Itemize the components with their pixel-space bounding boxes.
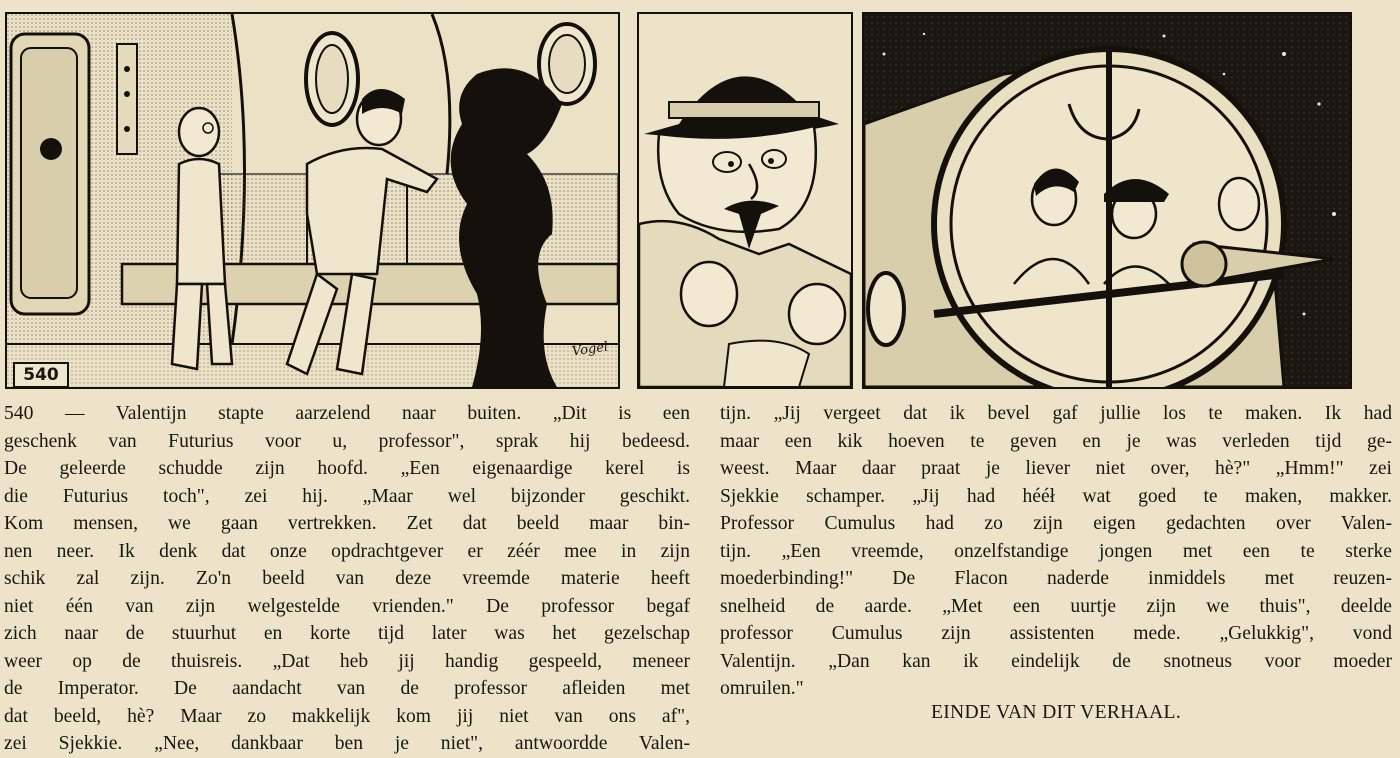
text-line: moederbinding!" De Flacon naderde inmiddels met reuzen- — [720, 568, 1392, 589]
text-line: de Imperator. De aandacht van de professor afleiden met — [4, 678, 690, 699]
text-line: 540 — Valentijn stapte aarzelend naar buiten. „Dit is een — [4, 403, 690, 424]
comic-panel-2 — [637, 12, 853, 389]
text-line: geschenk van Futurius voor u, professor", sprak hij bedeesd. — [4, 430, 690, 452]
text-line: niet één van zijn welgestelde vrienden." De professor begaf — [4, 595, 690, 617]
text-line: Sjekkie schamper. „Jij had hééł wat goed te maken, makker. — [720, 485, 1392, 507]
comic-panel-1 — [5, 12, 620, 389]
text-line: dat beeld, hè? Maar zo makkelijk kom jij niet van ons af", — [4, 705, 690, 727]
comic-panel-3 — [862, 12, 1352, 389]
artist-signature: Vogel — [571, 339, 610, 360]
story-ending: EINDE VAN DIT VERHAAL. — [930, 702, 1182, 723]
text-line: snelheid de aarde. „Met een uurtje zijn we thuis", deelde — [720, 595, 1392, 617]
text-line: Professor Cumulus had zo zijn eigen gedachten over Valen- — [720, 513, 1392, 534]
text-line: nen neer. Ik denk dat onze opdrachtgever er zéér mee in zijn — [4, 540, 690, 562]
text-line: weest. Maar daar praat je liever niet over, hè?" „Hmm!" zei — [720, 458, 1392, 479]
strip-number: 540 — [13, 362, 69, 388]
text-line: schik zal zijn. Zo'n beeld van deze vreemde materie heeft — [4, 568, 690, 589]
text-line: professor Cumulus zijn assistenten mede. „Gelukkig", vond — [720, 623, 1392, 644]
imperator-closeup-illustration — [639, 14, 851, 387]
text-line: tijn. „Jij vergeet dat ik bevel gaf jullie los te maken. Ik had — [720, 403, 1392, 424]
text-line: die Futurius toch", zei hij. „Maar wel bijzonder geschikt. — [4, 485, 690, 507]
text-line: weer op de thuisreis. „Dat heb jij handig gespeeld, meneer — [4, 650, 690, 672]
text-line: zich naar de stuurhut en korte tijd later was het gezelschap — [4, 623, 690, 644]
text-line: zei Sjekkie. „Nee, dankbaar ben je niet", antwoordde Valen- — [4, 733, 690, 754]
text-line: tijn. „Een vreemde, onzelfstandige jongen met een te sterke — [720, 540, 1392, 562]
text-line: omruilen." — [720, 678, 804, 699]
spaceship-interior-illustration — [7, 14, 618, 387]
story-text-right-column — [720, 400, 1392, 703]
text-line: Kom mensen, we gaan vertrekken. Zet dat beeld maar bin- — [4, 513, 690, 534]
spaceship-in-space-illustration — [864, 14, 1350, 387]
story-text-left-column — [4, 400, 690, 758]
text-line: Valentijn. „Dan kan ik eindelijk de snotneus voor moeder — [720, 650, 1392, 672]
text-line: maar een kik hoeven te geven en je was verleden tijd ge- — [720, 430, 1392, 452]
text-line: De geleerde schudde zijn hoofd. „Een eigenaardige kerel is — [4, 458, 690, 479]
